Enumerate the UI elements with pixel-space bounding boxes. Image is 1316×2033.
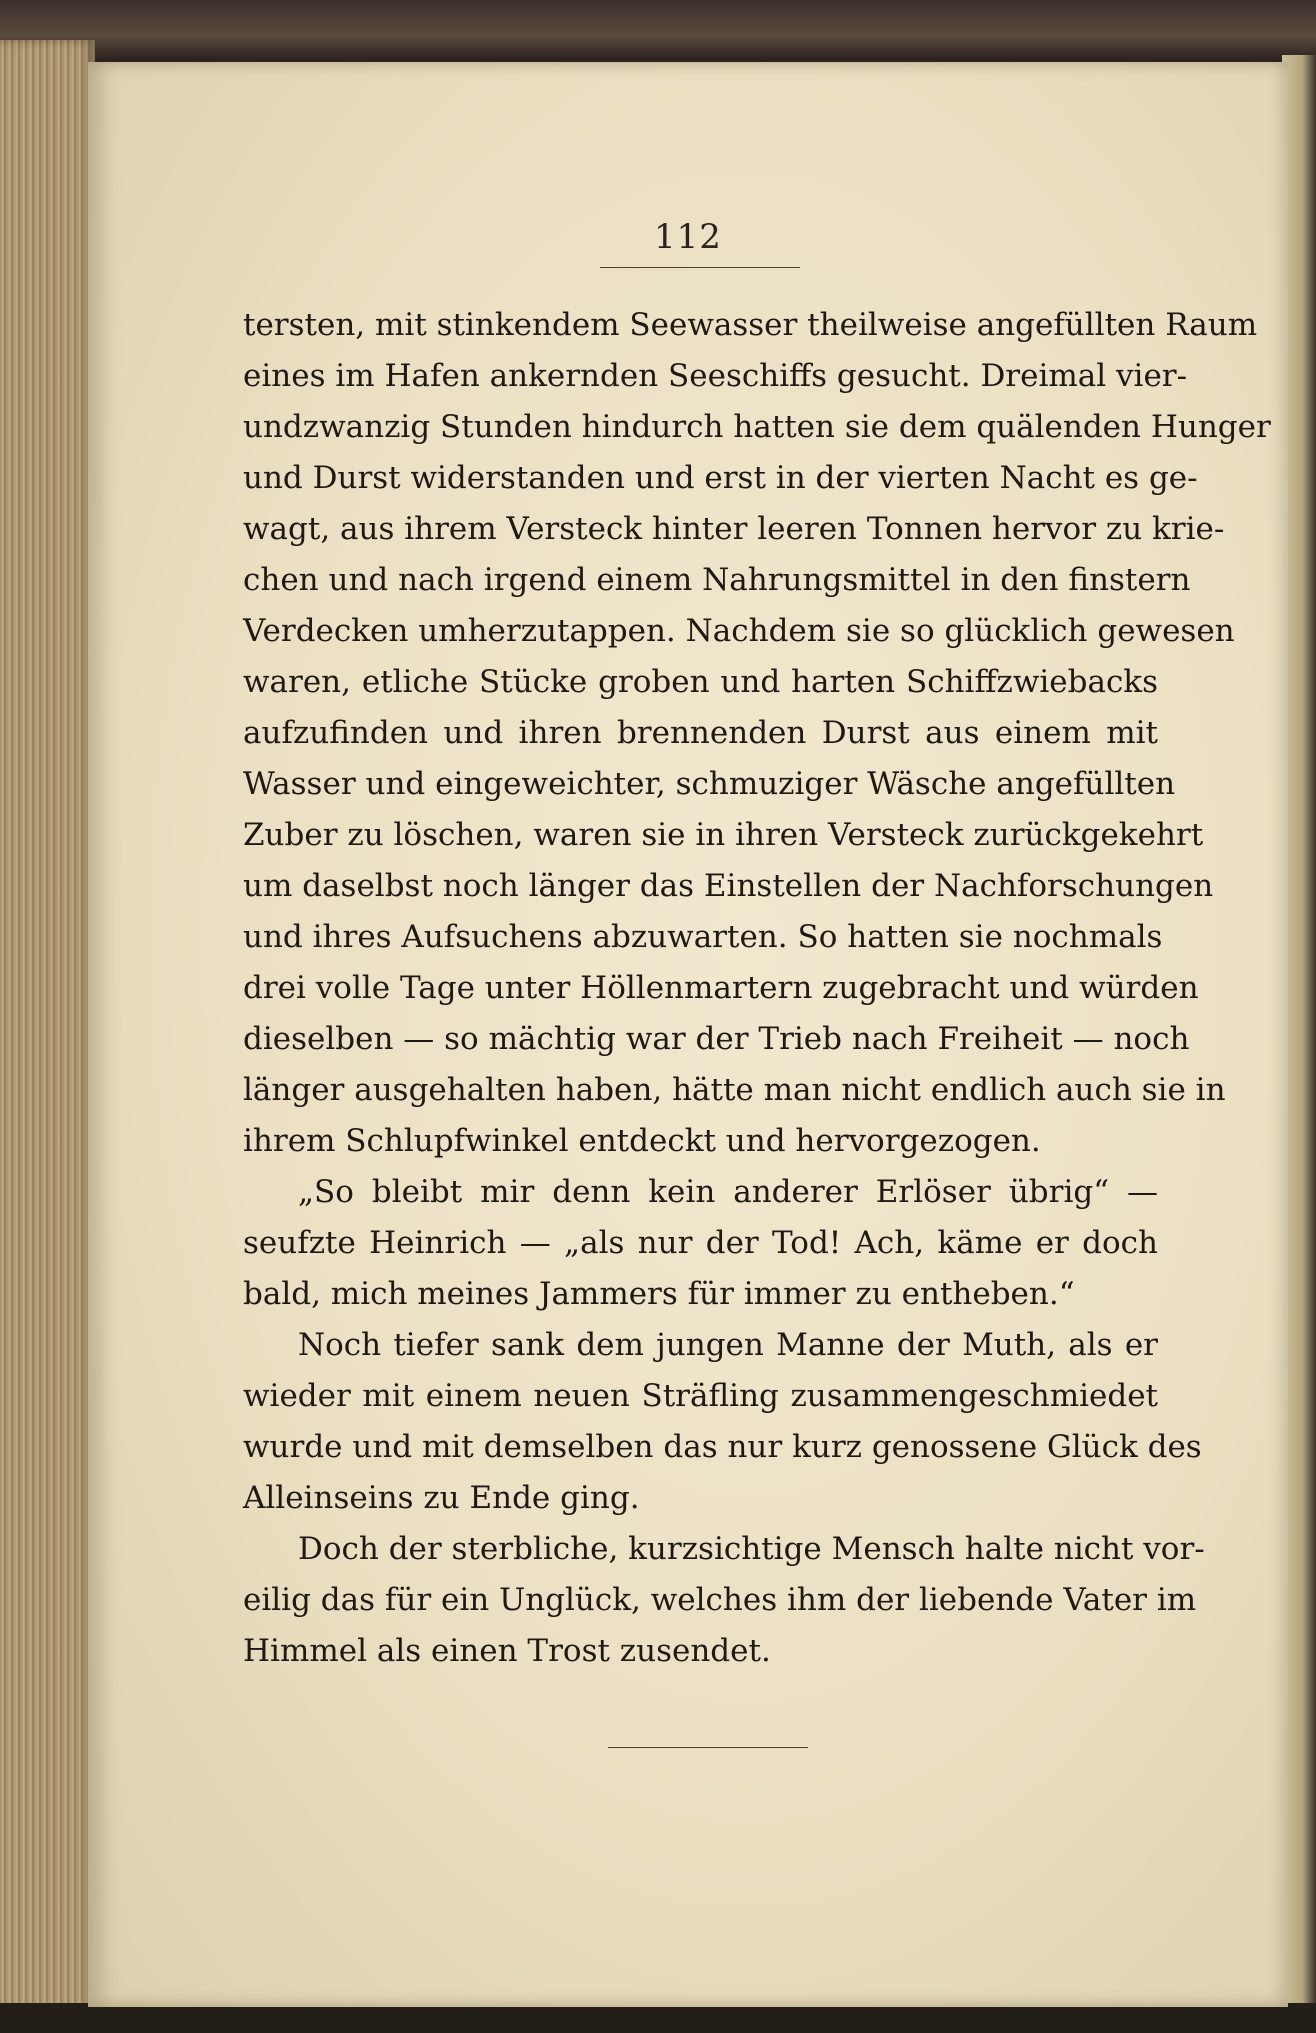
text-line: dieselben — so mächtig war der Trieb nach Freiheit — noch [243,1021,1190,1057]
text-line: Himmel als einen Trost zusendet. [243,1633,771,1669]
text-line: länger ausgehalten haben, hätte man nicht endlich auch sie in [243,1072,1226,1108]
text-line: wurde und mit demselben das nur kurz genossene Glück des [243,1429,1202,1465]
text-line: drei volle Tage unter Höllenmartern zugebracht und würden [243,970,1199,1006]
text-line: undzwanzig Stunden hindurch hatten sie dem quälenden Hunger [243,409,1271,445]
text-line: Doch der sterbliche, kurzsichtige Mensch halte nicht vor- [298,1531,1205,1567]
text-line: Verdecken umherzutappen. Nachdem sie so glücklich gewesen [243,613,1235,649]
text-line: „So bleibt mir denn kein anderer Erlöser übrig“ — [298,1174,1158,1210]
book-page [88,62,1288,2007]
text-line: aufzufinden und ihren brennenden Durst aus einem mit [243,715,1158,751]
text-line: eilig das für ein Unglück, welches ihm der liebende Vater im [243,1582,1197,1618]
text-line: Alleinseins zu Ende ging. [243,1480,640,1516]
body-text [243,300,1271,1677]
page-edges-left [0,40,95,2020]
text-line: chen und nach irgend einem Nahrungsmittel in den finstern [243,562,1191,598]
footer-rule [608,1747,808,1748]
text-line: waren, etliche Stücke groben und harten Schiffzwiebacks [243,664,1158,700]
text-line: seufzte Heinrich — „als nur der Tod! Ach, käme er doch [243,1225,1158,1261]
text-line: und ihres Aufsuchens abzuwarten. So hatten sie nochmals [243,919,1163,955]
text-line: eines im Hafen ankernden Seeschiffs gesucht. Dreimal vier- [243,358,1188,394]
text-line: Noch tiefer sank dem jungen Manne der Muth, als er [298,1327,1158,1363]
text-line: tersten, mit stinkendem Seewasser theilweise angefüllten Raum [243,307,1258,343]
text-line: und Durst widerstanden und erst in der vierten Nacht es ge- [243,460,1198,496]
text-line: um daselbst noch länger das Einstellen der Nachforschungen [243,868,1214,904]
page-number: 112 [654,217,722,257]
text-line: ihrem Schlupfwinkel entdeckt und hervorgezogen. [243,1123,1041,1159]
text-line: wagt, aus ihrem Versteck hinter leeren Tonnen hervor zu krie- [243,511,1225,547]
text-line: bald, mich meines Jammers für immer zu entheben.“ [243,1276,1075,1312]
text-line: Zuber zu löschen, waren sie in ihren Versteck zurückgekehrt [243,817,1204,853]
text-line: wieder mit einem neuen Sträfling zusammengeschmiedet [243,1378,1158,1414]
text-line: Wasser und eingeweichter, schmuziger Wäsche angefüllten [243,766,1176,802]
header-rule [600,267,800,268]
book-cover-bottom [0,2003,1316,2033]
book-cover-top [0,0,1316,60]
